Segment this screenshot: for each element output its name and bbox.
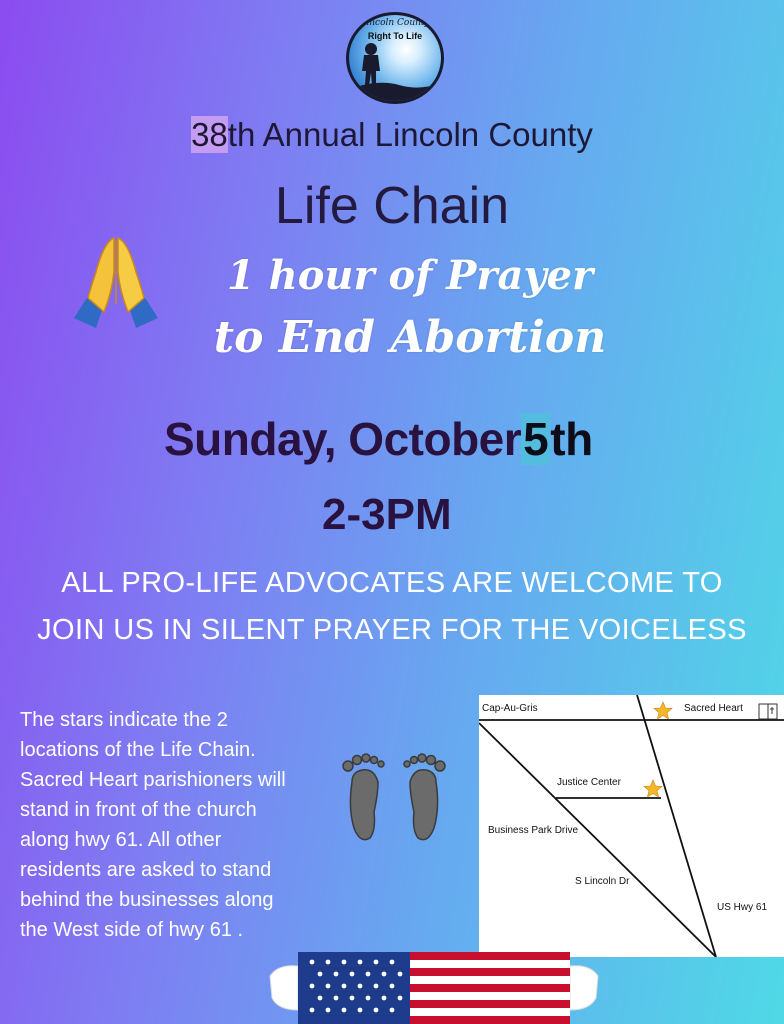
invite-line-2: JOIN US IN SILENT PRAYER FOR THE VOICELESS	[37, 614, 747, 646]
event-date	[164, 412, 593, 466]
organization-logo	[346, 12, 444, 104]
map-label-justice-center: Justice Center	[557, 777, 621, 788]
event-title: Life Chain	[274, 177, 510, 235]
church-icon	[757, 701, 779, 721]
event-date-suffix: th	[550, 413, 593, 465]
map-label-us-hwy: US Hwy 61	[717, 902, 768, 913]
logo-org-line1: Lincoln County	[360, 18, 430, 28]
location-description: The stars indicate the 2 locations of the Life Chain. Sacred Heart parishioners will stand in front of the church along hwy 61. All other residents are asked to stand behind the businesses along the West side of hwy 61 .	[20, 709, 286, 941]
map-label-business-park: Business Park Drive	[488, 825, 579, 836]
praying-hands-icon	[66, 232, 166, 332]
script-line-2: to End Abortion	[213, 312, 607, 363]
script-line-1: 1 hour of Prayer	[226, 252, 594, 299]
footprints-icon	[338, 752, 450, 844]
event-date-number: 5	[523, 413, 549, 465]
map-label-sacred-heart: Sacred Heart	[684, 703, 743, 714]
annual-number: 38	[191, 116, 228, 153]
event-time: 2-3PM	[322, 490, 452, 539]
event-date-day: Sunday, October	[164, 413, 522, 465]
map-label-cap-au-gris: Cap-Au-Gris	[482, 703, 538, 714]
invite-line-1: ALL PRO-LIFE ADVOCATES ARE WELCOME TO	[61, 567, 723, 599]
annual-heading-text: th Annual Lincoln County	[227, 116, 593, 153]
map-label-s-lincoln: S Lincoln Dr	[575, 876, 630, 887]
location-map	[479, 695, 784, 957]
star-icon	[643, 779, 663, 799]
us-flag-icon	[268, 936, 600, 1024]
star-icon	[653, 701, 673, 721]
logo-org-line2: Right To Life	[367, 31, 423, 41]
child-silhouette-icon	[349, 15, 441, 101]
annual-heading	[0, 116, 784, 154]
